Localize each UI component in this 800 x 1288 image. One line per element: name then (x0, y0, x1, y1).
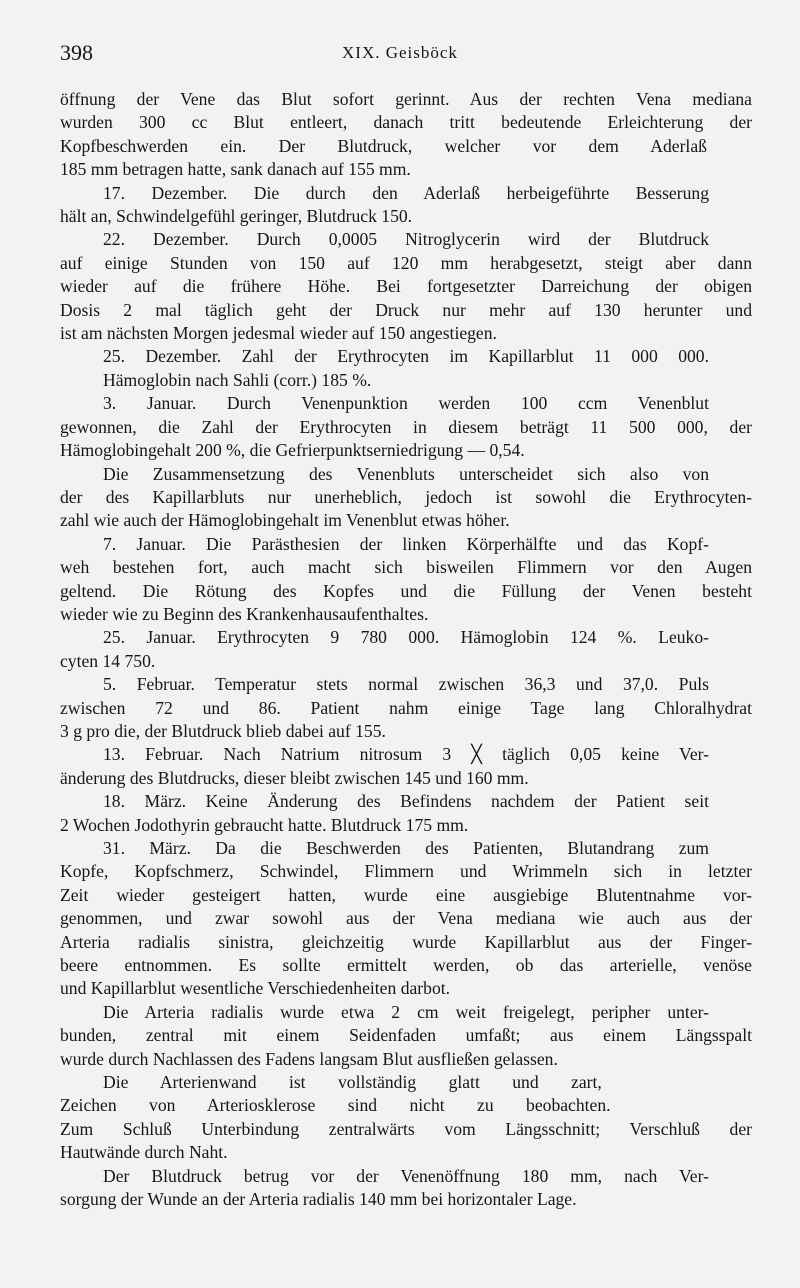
paragraph (60, 228, 752, 345)
page-body (60, 88, 752, 1212)
text-line: Zum Schluß Unterbindung zentralwärts vom Längsschnitt; Verschluß der (60, 1118, 752, 1139)
text-line: cyten 14 750. (60, 650, 156, 671)
text-line: Arteria radialis sinistra, gleichzeitig wurde Kapillarblut aus der Finger- (60, 931, 752, 952)
text-line: wurde durch Nachlassen des Fadens langsam Blut ausfließen gelassen. (60, 1048, 558, 1069)
paragraph (60, 626, 752, 673)
text-line: 25. Januar. Erythrocyten 9 780 000. Hämoglobin 124 %. Leuko- (103, 627, 709, 648)
text-line: Die Arteria radialis wurde etwa 2 cm weit freigelegt, peripher unter- (103, 1001, 709, 1022)
paragraph (60, 463, 752, 533)
text-line: 22. Dezember. Durch 0,0005 Nitroglycerin wird der Blutdruck (103, 229, 709, 250)
text-line: Die Arterienwand ist vollständig glatt und zart, (103, 1072, 602, 1093)
text-line: hält an, Schwindelgefühl geringer, Blutdruck 150. (60, 206, 413, 227)
text-line: geltend. Die Rötung des Kopfes und die Füllung der Venen besteht (60, 580, 752, 601)
text-line: 13. Februar. Nach Natrium nitrosum 3 ╳ täglich 0,05 keine Ver- (103, 744, 709, 765)
text-line: bunden, zentral mit einem Seidenfaden umfaßt; aus einem Längsspalt (60, 1025, 752, 1046)
text-line: 185 mm betragen hatte, sank danach auf 155 mm. (60, 159, 411, 180)
paragraph (60, 88, 752, 182)
paragraph (60, 345, 752, 392)
text-line: Hämoglobingehalt 200 %, die Gefrierpunktserniedrigung — 0,54. (60, 440, 525, 461)
text-line: 5. Februar. Temperatur stets normal zwischen 36,3 und 37,0. Puls (103, 674, 709, 695)
running-head: XIX. Geisböck (342, 43, 458, 62)
text-line: 2 Wochen Jodothyrin gebraucht hatte. Blutdruck 175 mm. (60, 814, 469, 835)
text-line: 18. März. Keine Änderung des Befindens nachdem der Patient seit (103, 791, 709, 812)
text-line: Die Zusammensetzung des Venenbluts unterscheidet sich also von (103, 463, 709, 484)
paragraph (60, 673, 752, 743)
text-line: öffnung der Vene das Blut sofort gerinnt. Aus der rechten Vena mediana (60, 89, 752, 109)
text-line: genommen, und zwar sowohl aus der Vena mediana wie auch aus der (60, 908, 752, 929)
text-line: auf einige Stunden von 150 auf 120 mm herabgesetzt, steigt aber dann (60, 252, 752, 273)
text-line: 3 g pro die, der Blutdruck blieb dabei auf 155. (60, 720, 386, 741)
text-line: wieder auf die frühere Höhe. Bei fortgesetzter Darreichung der obigen (60, 276, 752, 297)
text-line: der des Kapillarbluts nur unerheblich, jedoch ist sowohl die Erythrocyten- (60, 486, 752, 507)
text-line: weh bestehen fort, auch macht sich bisweilen Flimmern vor den Augen (60, 557, 752, 578)
text-line: Zeit wieder gesteigert hatten, wurde eine ausgiebige Blutentnahme vor- (60, 884, 752, 905)
paragraph (60, 790, 752, 837)
paragraph (60, 1001, 752, 1071)
text-line: 3. Januar. Durch Venenpunktion werden 100 ccm Venenblut (103, 393, 709, 414)
text-line: 31. März. Da die Beschwerden des Patienten, Blutandrang zum (103, 838, 709, 858)
paragraph (60, 533, 752, 627)
text-line: gewonnen, die Zahl der Erythrocyten in diesem beträgt 11 500 000, der (60, 416, 752, 437)
text-line: wurden 300 cc Blut entleert, danach tritt bedeutende Erleichterung der (60, 112, 752, 133)
text-line: zwischen 72 und 86. Patient nahm einige Tage lang Chloralhydrat (60, 697, 752, 718)
text-line: änderung des Blutdrucks, dieser bleibt zwischen 145 und 160 mm. (60, 767, 529, 788)
paragraph (60, 1165, 752, 1212)
text-line: Hautwände durch Naht. (60, 1142, 228, 1163)
page-header (60, 40, 750, 70)
paragraph (60, 743, 752, 790)
text-line: Dosis 2 mal täglich geht der Druck nur mehr auf 130 herunter und (60, 299, 752, 320)
text-line: 17. Dezember. Die durch den Aderlaß herbeigeführte Besserung (103, 182, 709, 203)
text-line: zahl wie auch der Hämoglobingehalt im Venenblut etwas höher. (60, 510, 510, 531)
paragraph (60, 392, 752, 462)
text-line: sorgung der Wunde an der Arteria radialis 140 mm bei horizontaler Lage. (60, 1189, 577, 1210)
text-line: wieder wie zu Beginn des Krankenhausaufenthaltes. (60, 603, 429, 624)
paragraph (60, 837, 752, 1001)
text-line: beere entnommen. Es sollte ermittelt werden, ob das arterielle, venöse (60, 955, 752, 976)
text-line: und Kapillarblut wesentliche Verschiedenheiten darbot. (60, 978, 451, 999)
paragraph (60, 1071, 752, 1165)
text-line: Der Blutdruck betrug vor der Venenöffnung 180 mm, nach Ver- (103, 1165, 709, 1186)
text-line: Kopfe, Kopfschmerz, Schwindel, Flimmern und Wrimmeln sich in letzter (60, 861, 752, 882)
paragraph (60, 182, 752, 229)
page-number: 398 (60, 40, 93, 65)
text-line: Hämoglobin nach Sahli (corr.) 185 %. (103, 369, 372, 390)
text-line: Zeichen von Arteriosklerose sind nicht zu beobachten. (60, 1095, 611, 1116)
text-line: 25. Dezember. Zahl der Erythrocyten im Kapillarblut 11 000 000. (103, 346, 709, 367)
text-line: ist am nächsten Morgen jedesmal wieder auf 150 angestiegen. (60, 323, 497, 344)
text-line: Kopfbeschwerden ein. Der Blutdruck, welcher vor dem Aderlaß (60, 135, 707, 156)
text-line: 7. Januar. Die Parästhesien der linken Körperhälfte und das Kopf- (103, 533, 709, 554)
